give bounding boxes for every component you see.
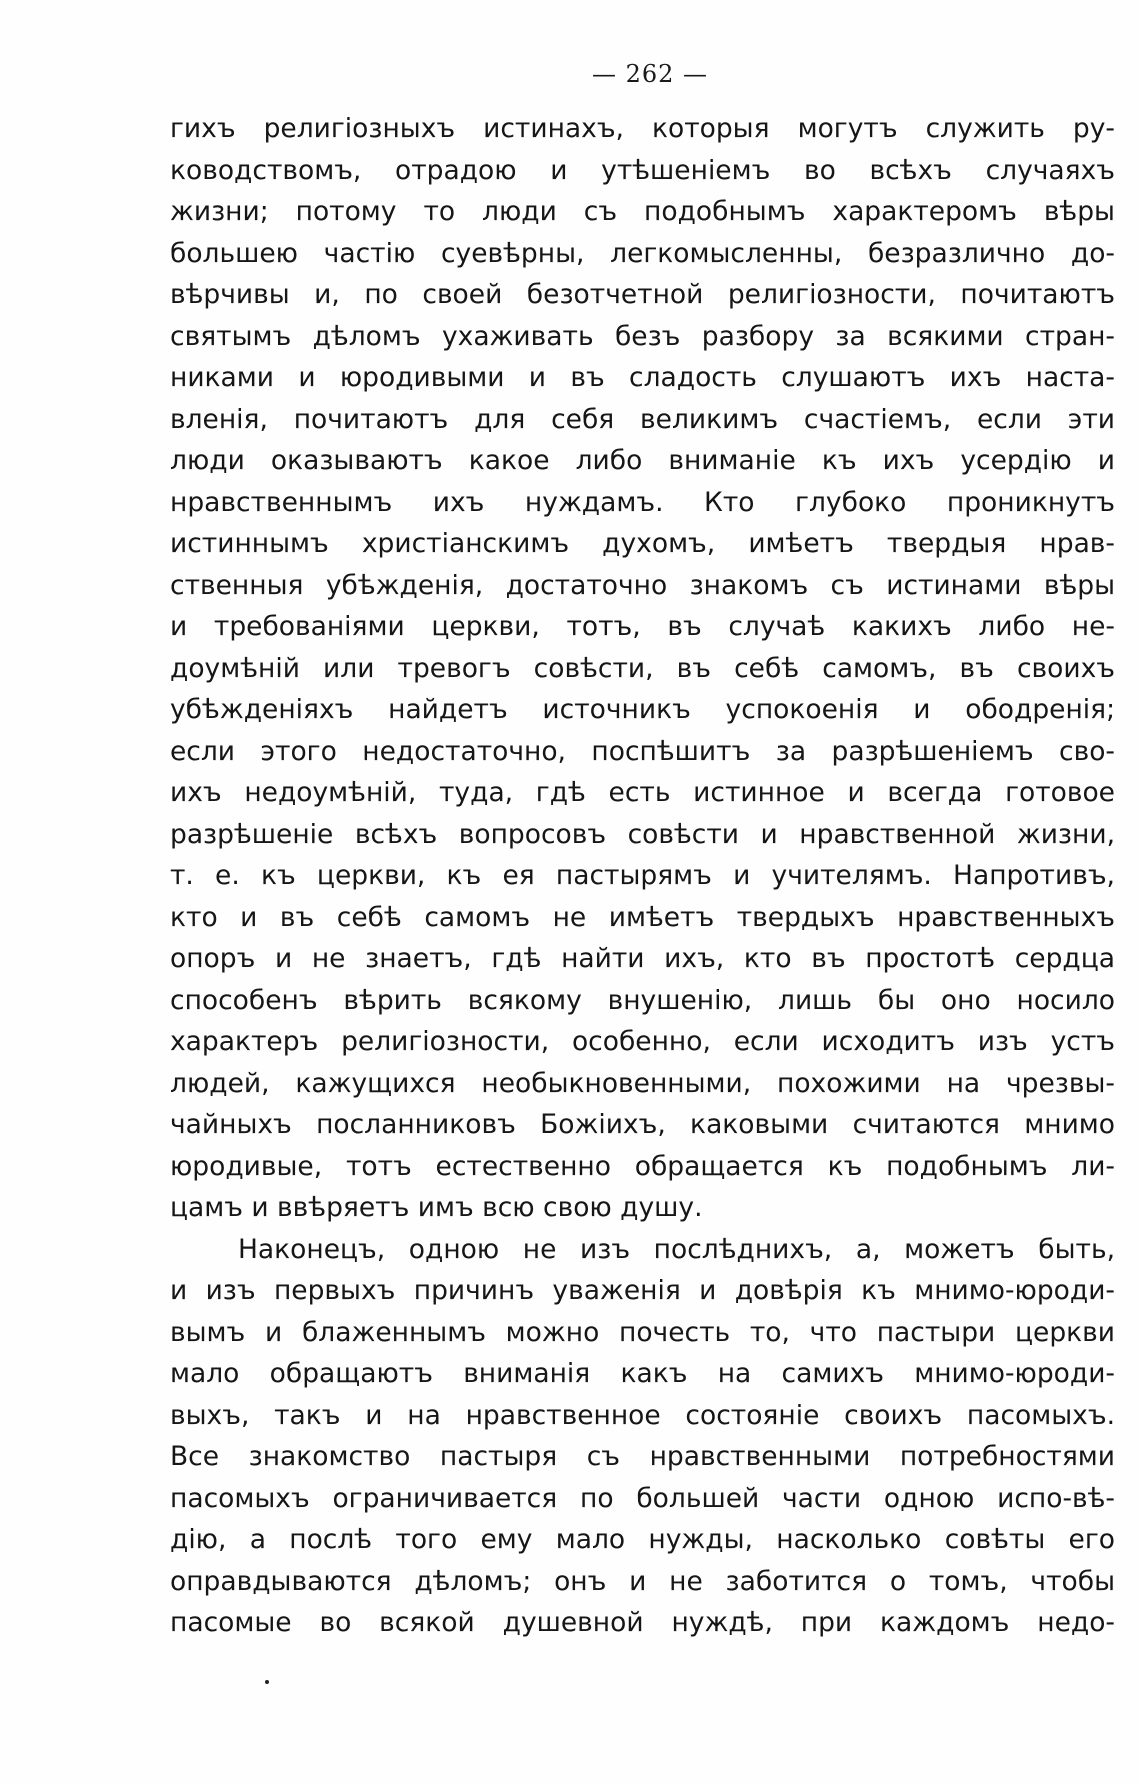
text-line: чайныхъ посланниковъ Божіихъ, каковыми считаются мнимо [170,1109,1115,1140]
text-line: дію, а послѣ того ему мало нужды, насколько совѣты его [170,1524,1115,1555]
text-line: и требованіями церкви, тотъ, въ случаѣ какихъ либо не- [170,611,1115,642]
text-line: способенъ вѣрить всякому внушенію, лишь бы оно носило [170,984,1115,1016]
text-line: характеръ религіозности, особенно, если исходитъ изъ устъ [170,1026,1115,1057]
text-line: Все знакомство пастыря съ нравственными потребностями [170,1441,1115,1472]
text-line: ихъ недоумѣній, туда, гдѣ есть истинное и всегда готовое [170,777,1115,808]
text-line: вѣрчивы и, по своей безотчетной религіозности, почитаютъ [170,279,1115,310]
text-line: кто и въ себѣ самомъ не имѣетъ твердыхъ нравственныхъ [170,901,1115,933]
ink-speck [265,1680,269,1684]
text-line: оправдываются дѣломъ; онъ и не заботится о томъ, чтобы [170,1565,1115,1597]
text-line: пасомыхъ ограничивается по большей части одною испо-вѣ- [170,1482,1115,1514]
text-line: пасомые во всякой душевной нуждѣ, при каждомъ недо- [170,1607,1115,1638]
text-line: т. е. къ церкви, къ ея пастырямъ и учителямъ. Напротивъ, [170,860,1115,891]
text-line: гихъ религіозныхъ истинахъ, которыя могутъ служить ру- [170,113,1115,144]
text-line: убѣжденіяхъ найдетъ источникъ успокоенія и ободренія; [170,694,1115,725]
text-line: людей, кажущихся необыкновенными, похожими на чрезвы- [170,1067,1115,1099]
text-line: вленія, почитаютъ для себя великимъ счастіемъ, если эти [170,403,1115,435]
text-line: разрѣшеніе всѣхъ вопросовъ совѣсти и нравственной жизни, [170,818,1115,850]
text-line: люди оказываютъ какое либо вниманіе къ ихъ усердію и [170,445,1115,476]
text-line: ководствомъ, отрадою и утѣшеніемъ во всѣхъ случаяхъ [170,154,1115,186]
text-line: никами и юродивыми и въ сладость слушаютъ ихъ наста- [170,362,1115,393]
body-text [170,108,1115,1644]
text-line: большею частію суевѣрны, легкомысленны, безразлично до- [170,237,1115,269]
page-number: — 262 — [591,60,709,88]
text-line: цамъ и ввѣряетъ имъ всю свою душу. [170,1192,703,1223]
text-line: вымъ и блаженнымъ можно почесть то, что пастыри церкви [170,1316,1115,1348]
text-line: ственныя убѣжденія, достаточно знакомъ съ истинами вѣры [170,569,1115,601]
text-line: если этого недостаточно, поспѣшитъ за разрѣшеніемъ сво- [170,735,1115,767]
text-line: жизни; потому то люди съ подобнымъ характеромъ вѣры [170,196,1115,227]
text-line: доумѣній или тревогъ совѣсти, въ себѣ самомъ, въ своихъ [170,652,1115,684]
text-line: мало обращаютъ вниманія какъ на самихъ мнимо-юроди- [170,1358,1115,1389]
text-line: юродивые, тотъ естественно обращается къ подобнымъ ли- [170,1150,1115,1182]
paragraph-1 [170,108,1115,1229]
text-line: выхъ, такъ и на нравственное состояніе своихъ пасомыхъ. [170,1399,1115,1431]
text-line: святымъ дѣломъ ухаживать безъ разбору за всякими стран- [170,320,1115,352]
text-line: и изъ первыхъ причинъ уваженія и довѣрія къ мнимо-юроди- [170,1275,1115,1306]
text-line: опоръ и не знаетъ, гдѣ найти ихъ, кто въ простотѣ сердца [170,943,1115,974]
text-line: Наконецъ, одною не изъ послѣднихъ, а, можетъ быть, [238,1233,1115,1265]
paragraph-2 [170,1229,1115,1644]
text-line: истиннымъ христіанскимъ духомъ, имѣетъ твердыя нрав- [170,528,1115,559]
text-line: нравственнымъ ихъ нуждамъ. Кто глубоко проникнутъ [170,486,1115,518]
